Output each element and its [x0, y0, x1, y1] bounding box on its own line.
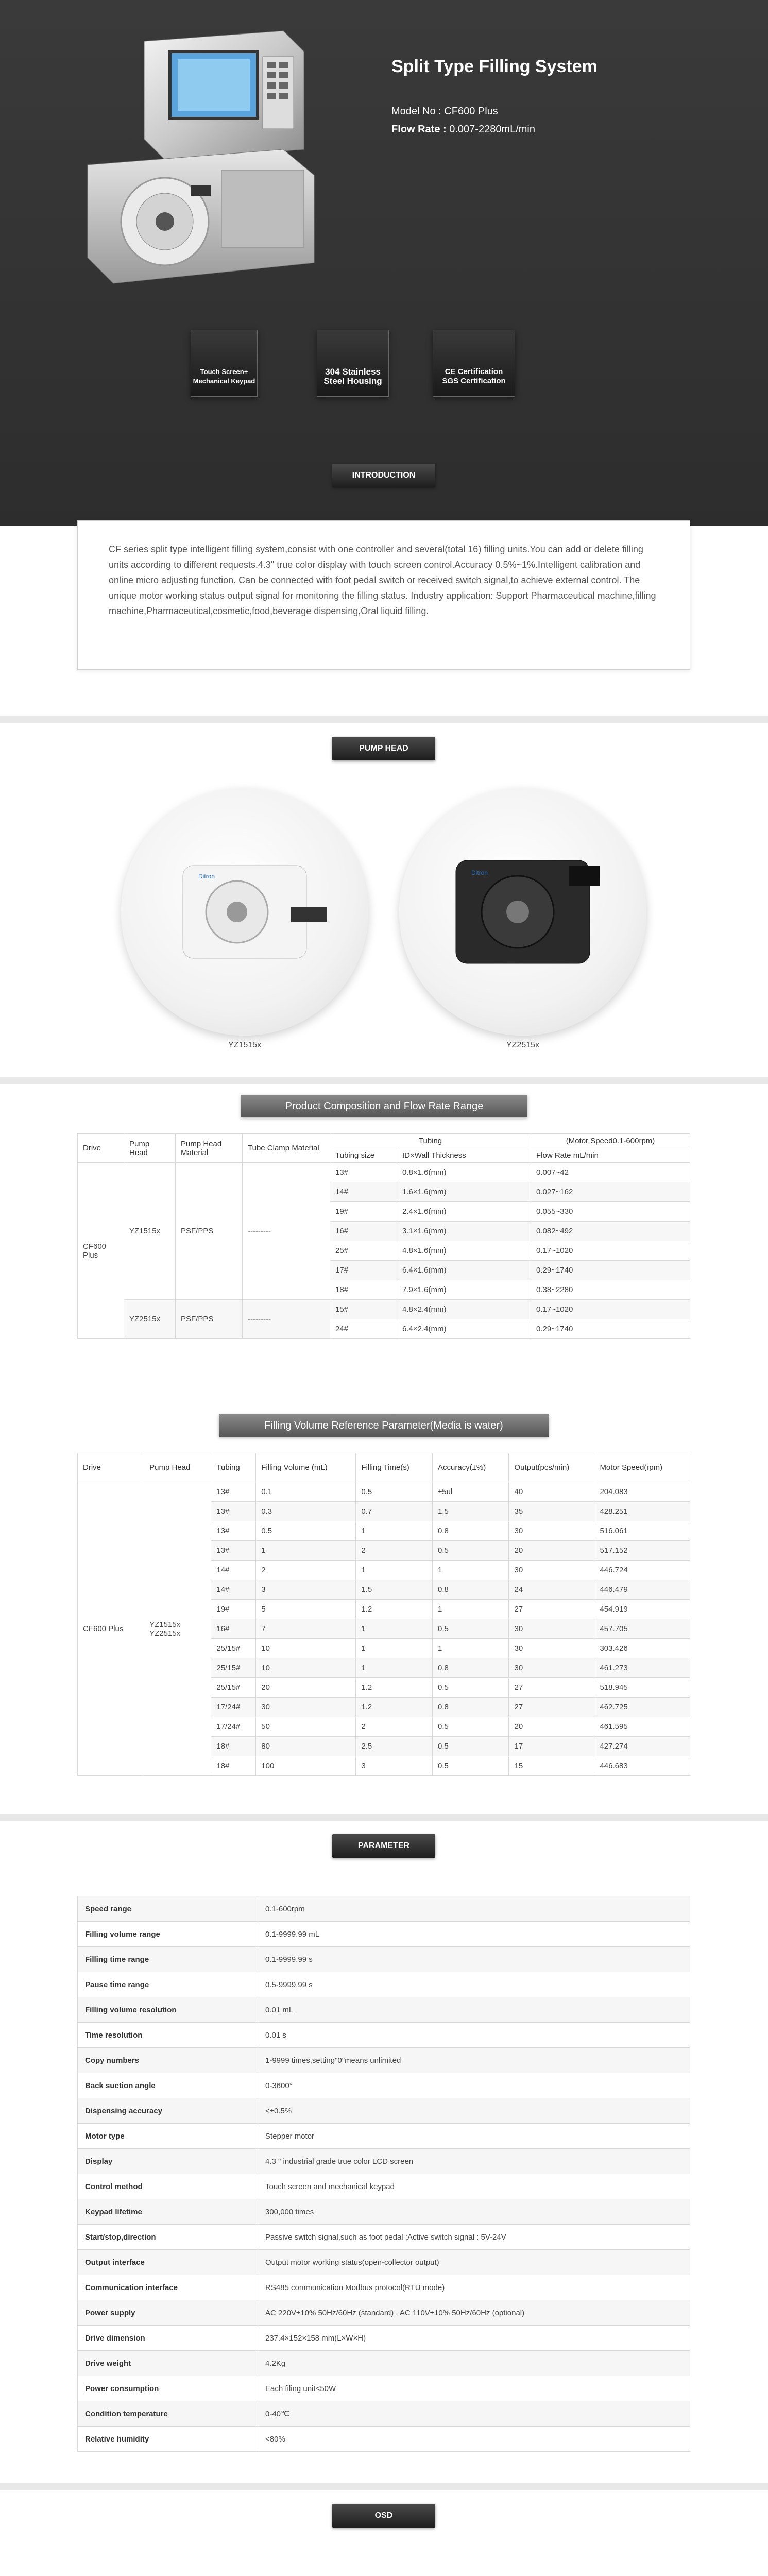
parameter-key: Display [78, 2149, 258, 2174]
table-cell: 35 [509, 1502, 594, 1521]
intro-text: CF series split type intelligent filling system,consist with one controller and several(total 16) filling units.You can add or delete filling units according to different requests.4.3" true color display with touch screen control.Accuracy 0.5%~1%.Intelligent calibration and online micro adjusting function. Can be connected with foot pedal switch or received switch signal,to achieve external control. The unique motor working status output signal for monitoring the filling status. Industry application: Support Pharmaceutical machine,filling machine,Pharmaceutical,cosmetic,food,beverage dispensing,Oral liquid filling. [77, 520, 690, 670]
table-cell: 25/15# [211, 1639, 256, 1658]
cell-drive: CF600 Plus [78, 1163, 124, 1339]
cell-idw: 6.4×2.4(mm) [397, 1319, 531, 1339]
table-cell: 14# [211, 1561, 256, 1580]
model-value: CF600 Plus [444, 106, 498, 117]
parameter-row [78, 1972, 690, 1997]
parameter-value: 0.01 mL [258, 1997, 690, 2023]
parameter-row [78, 2326, 690, 2351]
table-cell: 50 [256, 1717, 356, 1737]
table-cell: 0.8 [433, 1521, 509, 1541]
parameter-value: Stepper motor [258, 2124, 690, 2149]
cell-idw: 4.8×1.6(mm) [397, 1241, 531, 1261]
table-cell: 80 [256, 1737, 356, 1756]
pump-head-yz2515x-image [399, 788, 646, 1036]
table-cell: 518.945 [594, 1678, 690, 1698]
cell-idw: 1.6×1.6(mm) [397, 1182, 531, 1202]
parameter-value: 0.1-9999.99 s [258, 1947, 690, 1972]
cell-size: 14# [330, 1182, 397, 1202]
table-cell: 17 [509, 1737, 594, 1756]
parameter-key: Control method [78, 2174, 258, 2199]
parameter-value: 237.4×152×158 mm(L×W×H) [258, 2326, 690, 2351]
table-cell: 30 [509, 1521, 594, 1541]
th-material: Pump Head Material [176, 1134, 243, 1163]
parameter-row [78, 1947, 690, 1972]
feature-line: Mechanical Keypad [193, 377, 255, 385]
table-cell: 0.5 [433, 1737, 509, 1756]
table-cell: 1 [356, 1658, 433, 1678]
cell-flow: 0.055~330 [531, 1202, 690, 1222]
table-cell: 428.251 [594, 1502, 690, 1521]
parameter-row [78, 1997, 690, 2023]
feature-line: SGS Certification [442, 377, 506, 385]
table-cell: 30 [509, 1619, 594, 1639]
feature-line: Touch Screen+ [200, 368, 248, 376]
table-row [78, 1300, 690, 1319]
feature-line: Steel Housing [323, 376, 382, 386]
parameter-key: Power supply [78, 2300, 258, 2326]
cell-size: 13# [330, 1163, 397, 1182]
model-label: Model No [391, 106, 436, 117]
table-cell: 457.705 [594, 1619, 690, 1639]
table-cell: 20 [256, 1678, 356, 1698]
parameter-value: 0.1-9999.99 mL [258, 1922, 690, 1947]
table-cell: 17/24# [211, 1717, 256, 1737]
table-cell: 1.2 [356, 1698, 433, 1717]
divider-band [0, 1077, 768, 1084]
parameter-value: 1-9999 times,setting"0"means unlimited [258, 2048, 690, 2073]
section-parameter: PARAMETER [332, 1834, 435, 1858]
cell-drive: CF600 Plus [78, 1482, 144, 1776]
parameter-value: Each filing unit<50W [258, 2376, 690, 2401]
cell-size: 19# [330, 1202, 397, 1222]
table-cell: 461.273 [594, 1658, 690, 1678]
cell-size: 25# [330, 1241, 397, 1261]
head-2: YZ2515x [149, 1629, 181, 1638]
table-cell: 13# [211, 1482, 256, 1502]
feature-line: CE Certification [445, 367, 503, 376]
table-cell: 1 [433, 1600, 509, 1619]
parameter-key: Pause time range [78, 1972, 258, 1997]
parameter-value: 0.01 s [258, 2023, 690, 2048]
table-cell: 2.5 [356, 1737, 433, 1756]
parameter-value: 0.1-600rpm [258, 1896, 690, 1922]
parameter-row [78, 2427, 690, 2452]
table-cell: ±5ul [433, 1482, 509, 1502]
table-cell: 30 [509, 1658, 594, 1678]
cell-pump-head [144, 1482, 211, 1776]
feature-stainless [317, 330, 389, 397]
table-cell: 1.2 [356, 1600, 433, 1619]
table-cell: 303.426 [594, 1639, 690, 1658]
table-cell: 13# [211, 1521, 256, 1541]
divider-band [0, 1814, 768, 1821]
parameter-value: 300,000 times [258, 2199, 690, 2225]
parameter-value: <±0.5% [258, 2098, 690, 2124]
th-clamp: Tube Clamp Material [243, 1134, 330, 1163]
cell-clamp: --------- [243, 1163, 330, 1300]
table-cell: 1 [256, 1541, 356, 1561]
table2-title: Filling Volume Reference Parameter(Media is water) [219, 1414, 549, 1437]
parameter-row [78, 2174, 690, 2199]
parameter-key: Relative humidity [78, 2427, 258, 2452]
parameter-key: Copy numbers [78, 2048, 258, 2073]
parameter-value: AC 220V±10% 50Hz/60Hz (standard) , AC 110V±10% 50Hz/60Hz (optional) [258, 2300, 690, 2326]
table-cell: 18# [211, 1737, 256, 1756]
pump-head-yz1515x-image [121, 788, 368, 1036]
parameter-key: Speed range [78, 1896, 258, 1922]
table-cell: 17/24# [211, 1698, 256, 1717]
cell-flow: 0.007~42 [531, 1163, 690, 1182]
table-cell: 20 [509, 1541, 594, 1561]
cell-idw: 7.9×1.6(mm) [397, 1280, 531, 1300]
parameter-row [78, 1896, 690, 1922]
feature-line: 304 Stainless [325, 367, 381, 377]
table-cell: 517.152 [594, 1541, 690, 1561]
flow-label: Flow Rate [391, 124, 440, 135]
filling-volume-table [77, 1453, 690, 1776]
table-cell: 27 [509, 1600, 594, 1619]
table-cell: 3 [256, 1580, 356, 1600]
table-cell: 446.683 [594, 1756, 690, 1776]
table-cell: 446.724 [594, 1561, 690, 1580]
table1-title: Product Composition and Flow Rate Range [241, 1095, 527, 1117]
table-cell: 427.274 [594, 1737, 690, 1756]
table-cell: 0.5 [433, 1541, 509, 1561]
cell-flow: 0.027~162 [531, 1182, 690, 1202]
table-cell: 15 [509, 1756, 594, 1776]
table-cell: 3 [356, 1756, 433, 1776]
feature-touch-screen [191, 330, 258, 397]
parameter-key: Output interface [78, 2250, 258, 2275]
th-col: Accuracy(±%) [433, 1453, 509, 1482]
composition-table [77, 1133, 690, 1339]
table-cell: 25/15# [211, 1678, 256, 1698]
table-cell: 40 [509, 1482, 594, 1502]
cell-material: PSF/PPS [176, 1163, 243, 1300]
table-cell: 1 [356, 1521, 433, 1541]
table-cell: 0.8 [433, 1698, 509, 1717]
parameter-key: Power consumption [78, 2376, 258, 2401]
parameter-row [78, 2199, 690, 2225]
table-cell: 30 [509, 1639, 594, 1658]
parameter-row [78, 2048, 690, 2073]
flow-value: 0.007-2280mL/min [449, 124, 536, 135]
parameter-key: Time resolution [78, 2023, 258, 2048]
cell-idw: 6.4×1.6(mm) [397, 1261, 531, 1280]
th-id-wall: ID×Wall Thickness [397, 1148, 531, 1163]
table-cell: 0.1 [256, 1482, 356, 1502]
th-col: Pump Head [144, 1453, 211, 1482]
table-cell: 462.725 [594, 1698, 690, 1717]
table-cell: 10 [256, 1639, 356, 1658]
table-cell: 27 [509, 1698, 594, 1717]
table-cell: 0.5 [433, 1678, 509, 1698]
table-cell: 2 [356, 1541, 433, 1561]
th-col: Output(pcs/min) [509, 1453, 594, 1482]
table-cell: 16# [211, 1619, 256, 1639]
parameter-key: Keypad lifetime [78, 2199, 258, 2225]
parameter-row [78, 2023, 690, 2048]
cell-size: 24# [330, 1319, 397, 1339]
parameter-key: Filling time range [78, 1947, 258, 1972]
parameter-value: 0.5-9999.99 s [258, 1972, 690, 1997]
cell-idw: 2.4×1.6(mm) [397, 1202, 531, 1222]
cell-flow: 0.17~1020 [531, 1300, 690, 1319]
table-cell: 25/15# [211, 1658, 256, 1678]
parameter-key: Dispensing accuracy [78, 2098, 258, 2124]
cell-size: 17# [330, 1261, 397, 1280]
parameter-value: Passive switch signal,such as foot pedal ;Active switch signal : 5V-24V [258, 2225, 690, 2250]
parameter-row [78, 2300, 690, 2326]
flow-row: Flow Rate : 0.007-2280mL/min [391, 124, 536, 135]
table-cell: 461.595 [594, 1717, 690, 1737]
svg-text:Ditron: Ditron [471, 869, 488, 876]
table-cell: 27 [509, 1678, 594, 1698]
table-cell: 30 [509, 1561, 594, 1580]
divider-band [0, 2483, 768, 2490]
table-cell: 0.5 [356, 1482, 433, 1502]
cell-idw: 4.8×2.4(mm) [397, 1300, 531, 1319]
parameter-row [78, 2073, 690, 2098]
table-cell: 1 [433, 1639, 509, 1658]
cell-size: 16# [330, 1222, 397, 1241]
parameter-key: Condition temperature [78, 2401, 258, 2427]
table-cell: 1 [356, 1619, 433, 1639]
parameter-row [78, 2124, 690, 2149]
parameter-value: <80% [258, 2427, 690, 2452]
table-cell: 2 [356, 1717, 433, 1737]
parameter-value: 4.3 " industrial grade true color LCD screen [258, 2149, 690, 2174]
feature-certification [433, 330, 515, 397]
section-osd: OSD [332, 2504, 435, 2528]
product-image [67, 21, 355, 309]
cell-flow: 0.29~1740 [531, 1319, 690, 1339]
parameter-key: Drive weight [78, 2351, 258, 2376]
parameter-key: Communication interface [78, 2275, 258, 2300]
th-col: Filling Time(s) [356, 1453, 433, 1482]
cell-idw: 0.8×1.6(mm) [397, 1163, 531, 1182]
parameter-row [78, 2351, 690, 2376]
table-cell: 30 [256, 1698, 356, 1717]
parameter-row [78, 2376, 690, 2401]
table-row [78, 1163, 690, 1182]
table-cell: 100 [256, 1756, 356, 1776]
table-cell: 0.5 [256, 1521, 356, 1541]
table-cell: 446.479 [594, 1580, 690, 1600]
parameter-key: Filling volume resolution [78, 1997, 258, 2023]
parameter-row [78, 2250, 690, 2275]
parameter-value: 0-40℃ [258, 2401, 690, 2427]
table-cell: 24 [509, 1580, 594, 1600]
table-cell: 0.8 [433, 1580, 509, 1600]
parameter-key: Motor type [78, 2124, 258, 2149]
table-cell: 10 [256, 1658, 356, 1678]
table-cell: 1.5 [433, 1502, 509, 1521]
head-1: YZ1515x [149, 1620, 181, 1629]
table-cell: 516.061 [594, 1521, 690, 1541]
table-cell: 19# [211, 1600, 256, 1619]
pump-head-yz1515x-label: YZ1515x [228, 1041, 262, 1049]
table-cell: 0.5 [433, 1717, 509, 1737]
parameter-key: Start/stop,direction [78, 2225, 258, 2250]
th-col: Motor Speed(rpm) [594, 1453, 690, 1482]
table-cell: 1.2 [356, 1678, 433, 1698]
parameter-value: 4.2Kg [258, 2351, 690, 2376]
cell-material: PSF/PPS [176, 1300, 243, 1339]
table-cell: 18# [211, 1756, 256, 1776]
cell-flow: 0.082~492 [531, 1222, 690, 1241]
cell-flow: 0.17~1020 [531, 1241, 690, 1261]
divider-band [0, 716, 768, 723]
cell-clamp: --------- [243, 1300, 330, 1339]
table-cell: 1.5 [356, 1580, 433, 1600]
parameter-key: Back suction angle [78, 2073, 258, 2098]
table-cell: 454.919 [594, 1600, 690, 1619]
table-cell: 20 [509, 1717, 594, 1737]
cell-idw: 3.1×1.6(mm) [397, 1222, 531, 1241]
table-cell: 7 [256, 1619, 356, 1639]
parameter-row [78, 2098, 690, 2124]
parameter-row [78, 2401, 690, 2427]
th-flow: Flow Rate mL/min [531, 1148, 690, 1163]
parameter-key: Filling volume range [78, 1922, 258, 1947]
table-row [78, 1482, 690, 1502]
th-tubing-size: Tubing size [330, 1148, 397, 1163]
section-introduction: INTRODUCTION [332, 464, 435, 487]
pump-head-yz2515x-label: YZ2515x [506, 1041, 540, 1049]
th-speed: (Motor Speed0.1-600rpm) [531, 1134, 690, 1148]
svg-text:Ditron: Ditron [198, 873, 215, 880]
table-cell: 0.3 [256, 1502, 356, 1521]
cell-size: 18# [330, 1280, 397, 1300]
th-pump-head: Pump Head [124, 1134, 176, 1163]
table-cell: 0.5 [433, 1756, 509, 1776]
model-row: Model No : CF600 Plus [391, 106, 498, 117]
parameter-key: Drive dimension [78, 2326, 258, 2351]
table-cell: 1 [433, 1561, 509, 1580]
cell-pump-head: YZ1515x [124, 1163, 176, 1300]
table-cell: 0.5 [433, 1619, 509, 1639]
parameter-value: RS485 communication Modbus protocol(RTU mode) [258, 2275, 690, 2300]
table-cell: 0.7 [356, 1502, 433, 1521]
th-col: Filling Volume (mL) [256, 1453, 356, 1482]
table-cell: 204.083 [594, 1482, 690, 1502]
parameter-row [78, 2149, 690, 2174]
parameter-row [78, 2225, 690, 2250]
page-title: Split Type Filling System [391, 57, 598, 76]
parameter-value: 0-3600° [258, 2073, 690, 2098]
table-cell: 1 [356, 1639, 433, 1658]
table-cell: 5 [256, 1600, 356, 1619]
table-cell: 13# [211, 1541, 256, 1561]
parameter-row [78, 2275, 690, 2300]
parameter-value: Touch screen and mechanical keypad [258, 2174, 690, 2199]
th-tubing: Tubing [330, 1134, 531, 1148]
parameter-value: Output motor working status(open-collector output) [258, 2250, 690, 2275]
table-cell: 0.8 [433, 1658, 509, 1678]
th-col: Drive [78, 1453, 144, 1482]
osd-leader-lines [0, 2571, 768, 2576]
table-cell: 2 [256, 1561, 356, 1580]
parameter-row [78, 1922, 690, 1947]
th-col: Tubing [211, 1453, 256, 1482]
table-cell: 13# [211, 1502, 256, 1521]
table-cell: 1 [356, 1561, 433, 1580]
cell-size: 15# [330, 1300, 397, 1319]
section-pump-head: PUMP HEAD [332, 737, 435, 760]
cell-flow: 0.29~1740 [531, 1261, 690, 1280]
parameter-table [77, 1896, 690, 2452]
cell-flow: 0.38~2280 [531, 1280, 690, 1300]
th-drive: Drive [78, 1134, 124, 1163]
table-cell: 14# [211, 1580, 256, 1600]
cell-pump-head: YZ2515x [124, 1300, 176, 1339]
